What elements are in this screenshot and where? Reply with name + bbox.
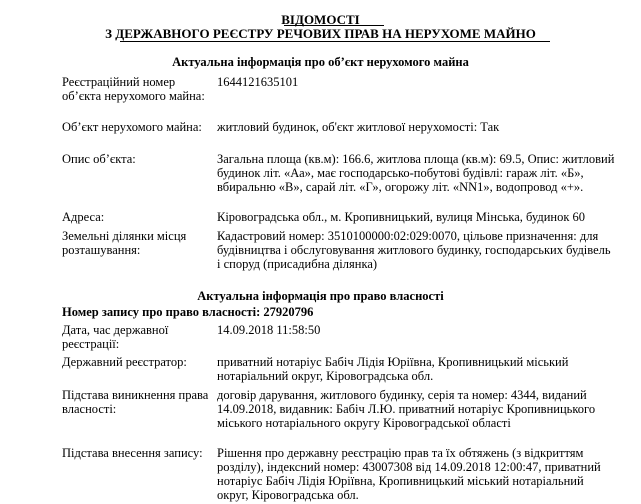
field-label: Підстава виникнення права власності: <box>62 388 209 416</box>
field-label: Опис об’єкта: <box>62 152 136 166</box>
ownership-section-heading: Актуальна інформація про право власності <box>197 289 444 303</box>
field-value: Кіровоградська обл., м. Кропивницький, вулиця Мінська, будинок 60 <box>217 210 586 224</box>
document-title: ВІДОМОСТІ <box>281 12 360 27</box>
field-label: Дата, час державної реєстрації: <box>62 323 169 351</box>
field-label: Державний реєстратор: <box>62 355 187 369</box>
document-subtitle: З ДЕРЖАВНОГО РЕЄСТРУ РЕЧОВИХ ПРАВ НА НЕРУХОМЕ МАЙНО <box>105 26 536 41</box>
field-label: Підстава внесення запису: <box>62 446 203 460</box>
field-value: договір дарування, житлового будинку, серія та номер: 4344, виданий 14.09.2018, видавник: Бабіч Л.Ю. приватний нотаріус Кропивницького міського нотаріального округу Кіровоградської області <box>217 388 596 430</box>
field-label: Об’єкт нерухомого майна: <box>62 120 202 134</box>
field-value: житловий будинок, об'єкт житлової нерухомості: Так <box>217 120 500 134</box>
field-label: Адреса: <box>62 210 105 224</box>
record-number: Номер запису про право власності: 27920796 <box>62 305 314 319</box>
field-value: Рішення про державну реєстрацію прав та їх обтяжень (з відкриттям розділу), індексний номер: 43007308 від 14.09.2018 12:00:47, приватний нотаріус Бабіч Лідія Юріївна, Кропивницький міський нотаріальний округ, Кіровоградська обл. <box>217 446 601 502</box>
field-value: приватний нотаріус Бабіч Лідія Юріївна, Кропивницький міський нотаріальний округ, Кіровоградська обл. <box>217 355 569 383</box>
field-label: Земельні ділянки місця розташування: <box>62 229 187 257</box>
title-underline-2 <box>120 41 550 42</box>
field-value: 1644121635101 <box>217 75 299 89</box>
object-section-heading: Актуальна інформація про об’єкт нерухомого майна <box>172 55 469 69</box>
title-underline-1 <box>284 25 384 26</box>
field-value: Загальна площа (кв.м): 166.6, житлова площа (кв.м): 69.5, Опис: житловий будинок літ. «Аа», має господарсько-побутові будівлі: гараж літ. «Б», вбиральню «В», сарай літ. «Г», огорожу літ. «NN1», водопровод «+». <box>217 152 615 194</box>
field-label: Реєстраційний номер об’єкта нерухомого майна: <box>62 75 205 103</box>
field-value: Кадастровий номер: 3510100000:02:029:0070, цільове призначення: для будівництва і обслуговування житлового будинку, господарських будівель і споруд (присадибна ділянка) <box>217 229 611 271</box>
field-value: 14.09.2018 11:58:50 <box>217 323 321 337</box>
